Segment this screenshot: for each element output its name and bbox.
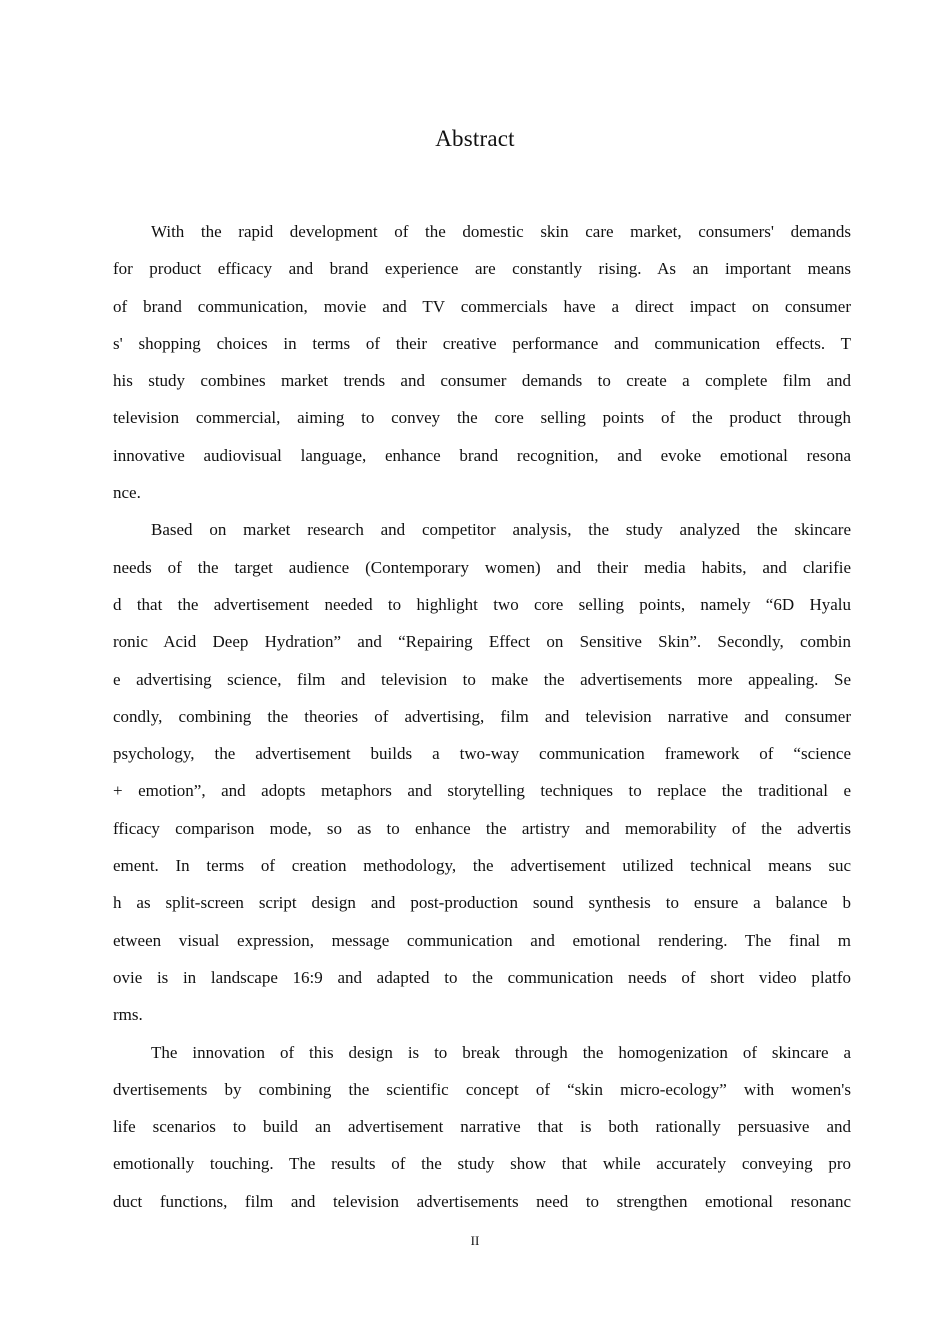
text-line: his study combines market trends and consumer demands to create a complete film and bbox=[113, 371, 851, 391]
text-line: psychology, the advertisement builds a two-way communication framework of “science bbox=[113, 744, 851, 764]
text-line: etween visual expression, message communication and emotional rendering. The final m bbox=[113, 930, 851, 950]
text-line: Based on market research and competitor analysis, the study analyzed the skincare bbox=[151, 520, 851, 540]
text-line: + emotion”, and adopts metaphors and storytelling techniques to replace the traditional e bbox=[113, 781, 851, 801]
page-title: Abstract bbox=[435, 126, 515, 151]
text-line: nce. bbox=[113, 483, 141, 503]
text-line: life scenarios to build an advertisement narrative that is both rationally persuasive and bbox=[113, 1117, 851, 1137]
text-line: needs of the target audience (Contemporary women) and their media habits, and clarifie bbox=[113, 557, 851, 577]
text-line: ronic Acid Deep Hydration” and “Repairing Effect on Sensitive Skin”. Secondly, combin bbox=[113, 632, 851, 652]
text-line: of brand communication, movie and TV commercials have a direct impact on consumer bbox=[113, 296, 851, 316]
text-line: e advertising science, film and television to make the advertisements more appealing. Se bbox=[113, 669, 851, 689]
text-line: dvertisements by combining the scientific concept of “skin micro-ecology” with women's bbox=[113, 1079, 851, 1099]
page-number: II bbox=[470, 1233, 480, 1248]
text-line: for product efficacy and brand experience are constantly rising. As an important means bbox=[113, 259, 851, 279]
text-line: rms. bbox=[113, 1005, 143, 1025]
text-line: With the rapid development of the domestic skin care market, consumers' demands bbox=[151, 222, 851, 241]
text-line: television commercial, aiming to convey the core selling points of the product through bbox=[113, 408, 851, 428]
text-line: h as split-screen script design and post-production sound synthesis to ensure a balance b bbox=[113, 893, 851, 913]
text-line: s' shopping choices in terms of their creative performance and communication effects. T bbox=[113, 333, 851, 353]
text-line: d that the advertisement needed to highlight two core selling points, namely “6D Hyalu bbox=[113, 594, 851, 614]
text-line: condly, combining the theories of advertising, film and television narrative and consumer bbox=[113, 706, 851, 726]
text-line: fficacy comparison mode, so as to enhance the artistry and memorability of the advertis bbox=[113, 818, 851, 838]
text-line: ement. In terms of creation methodology, the advertisement utilized technical means suc bbox=[113, 856, 851, 876]
text-line: The innovation of this design is to break through the homogenization of skincare a bbox=[151, 1042, 851, 1062]
text-line: duct functions, film and television advertisements need to strengthen emotional resonanc bbox=[113, 1191, 851, 1211]
text-line: emotionally touching. The results of the study show that while accurately conveying pro bbox=[113, 1154, 851, 1174]
text-line: ovie is in landscape 16:9 and adapted to the communication needs of short video platfo bbox=[113, 967, 851, 987]
text-line: innovative audiovisual language, enhance brand recognition, and evoke emotional resona bbox=[113, 445, 851, 465]
abstract-body bbox=[113, 218, 851, 1225]
